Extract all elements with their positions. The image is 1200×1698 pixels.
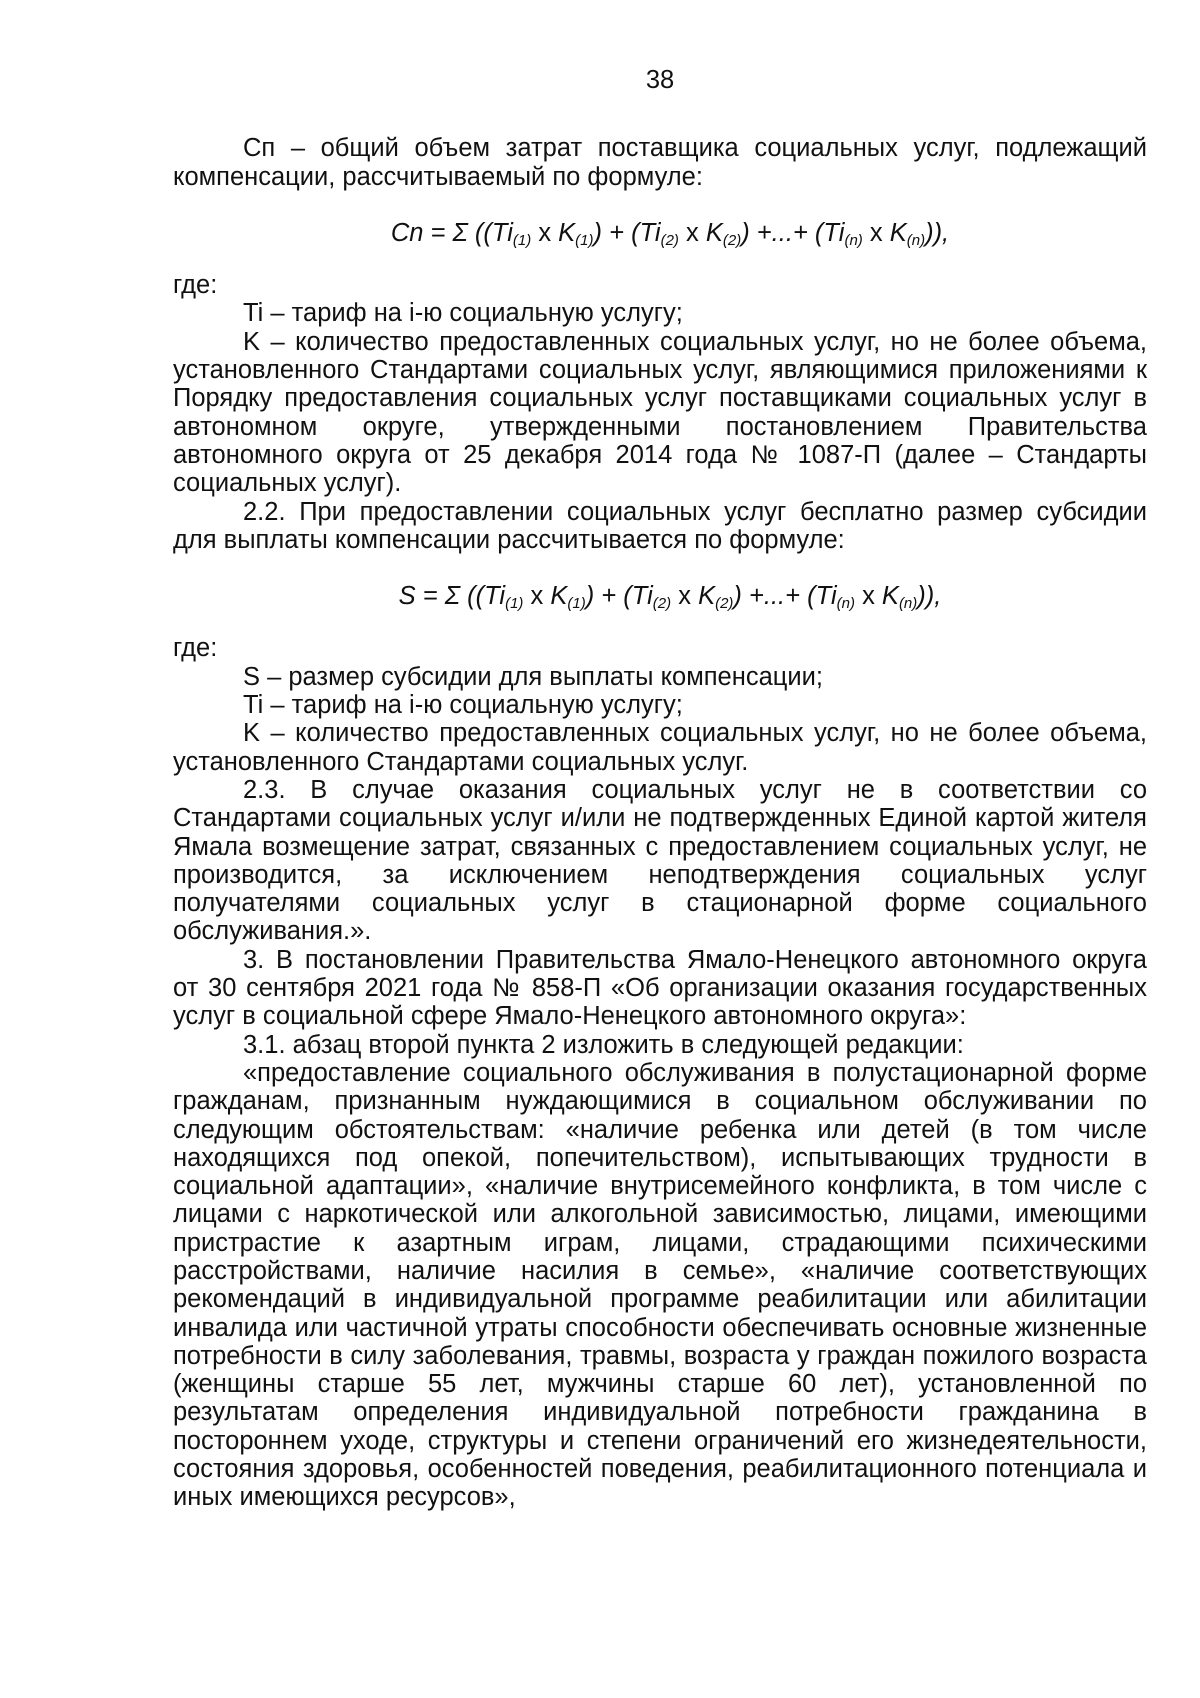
formula-lhs: S	[398, 582, 416, 611]
document-page	[173, 66, 1147, 1512]
formula-s: S = Σ (($Ti_{(1)}$ x $K_{(1)}) + (Ti_{(2)}$ x $K_{(2)}$) +...+ ($Ti_{(n)}$ x $K_{(n)}$)),	[398, 582, 942, 613]
formula-cp: Cn = Σ (($Ti_{(1)}$ x $K_{(1)}) + (Ti_{(2)}$ x $K_{(2)}$) +...+ ($Ti_{(n)}$ x $K_{(n)}$)),	[390, 218, 950, 249]
paragraph-k-definition: K – количество предоставленных социальных услуг, но не более объема, установленного Стандартами социальных услуг, являющимися приложениями к Порядку предоставления социальных услуг поставщиками социальных услуг в автономном округе, утвержденными постановлением Правительства автономного округа от 25 декабря 2014 года № 1087-П (далее – Стандарты социальных услуг).	[173, 327, 1147, 498]
paragraph-2-3: 2.3. В случае оказания социальных услуг не в соответствии со Стандартами социальных услуг и/или не подтвержденных Единой картой жителя Ямала возмещение затрат, связанных с предоставлением социальных услуг, не производится, за исключением неподтверждения социальных услуг получателями социальных услуг в стационарной форме социального обслуживания.».	[173, 775, 1147, 946]
paragraph-3-1: 3.1. абзац второй пункта 2 изложить в следующей редакции:	[243, 1030, 964, 1059]
paragraph-2-2: 2.2. При предоставлении социальных услуг бесплатно размер субсидии для выплаты компенсации рассчитывается по формуле:	[173, 497, 1147, 554]
page-number: 38	[645, 66, 675, 94]
paragraph-quote: «предоставление социального обслуживания в полустационарной форме гражданам, признанным нуждающимися в социальном обслуживании по следующим обстоятельствам: «наличие ребенка или детей (в том числе находящихся под опекой, попечительством), испытывающих трудности в социальной адаптации», «наличие внутрисемейного конфликта, в том числе с лицами с наркотической или алкогольной зависимостью, лицами, имеющими пристрастие к азартным играм, лицами, страдающими психическими расстройствами, наличие насилия в семье», «наличие соответствующих рекомендаций в индивидуальной программе реабилитации или абилитации инвалида или частичной утраты способности обеспечивать основные жизненные потребности в силу заболевания, травмы, возраста у граждан пожилого возраста (женщины старше 55 лет, мужчины старше 60 лет), установленной по результатам определения индивидуальной потребности гражданина в постороннем уходе, структуры и степени ограничений его жизнедеятельности, состояния здоровья, особенностей поведения, реабилитационного потенциала и иных имеющихся ресурсов»,	[173, 1058, 1147, 1512]
paragraph-k-definition: K – количество предоставленных социальных услуг, но не более объема, установленного Стандартами социальных услуг.	[173, 719, 1147, 776]
where-label: где:	[173, 271, 218, 300]
paragraph-3: 3. В постановлении Правительства Ямало-Ненецкого автономного округа от 30 сентября 2021 года № 858-П «Об организации оказания государственных услуг в социальной сфере Ямало-Ненецкого автономного округа»:	[173, 945, 1147, 1031]
paragraph-s-definition: S – размер субсидии для выплаты компенсации;	[243, 662, 823, 691]
paragraph-ti-definition: Ti – тариф на i-ю социальную услугу;	[243, 691, 683, 720]
formula-lhs: Cn	[390, 218, 424, 247]
where-label: где:	[173, 634, 218, 663]
paragraph-ti-definition: Ti – тариф на i-ю социальную услугу;	[243, 299, 683, 328]
paragraph-cp-definition: Сп – общий объем затрат поставщика социальных услуг, подлежащий компенсации, рассчитываемый по формуле:	[173, 134, 1147, 191]
